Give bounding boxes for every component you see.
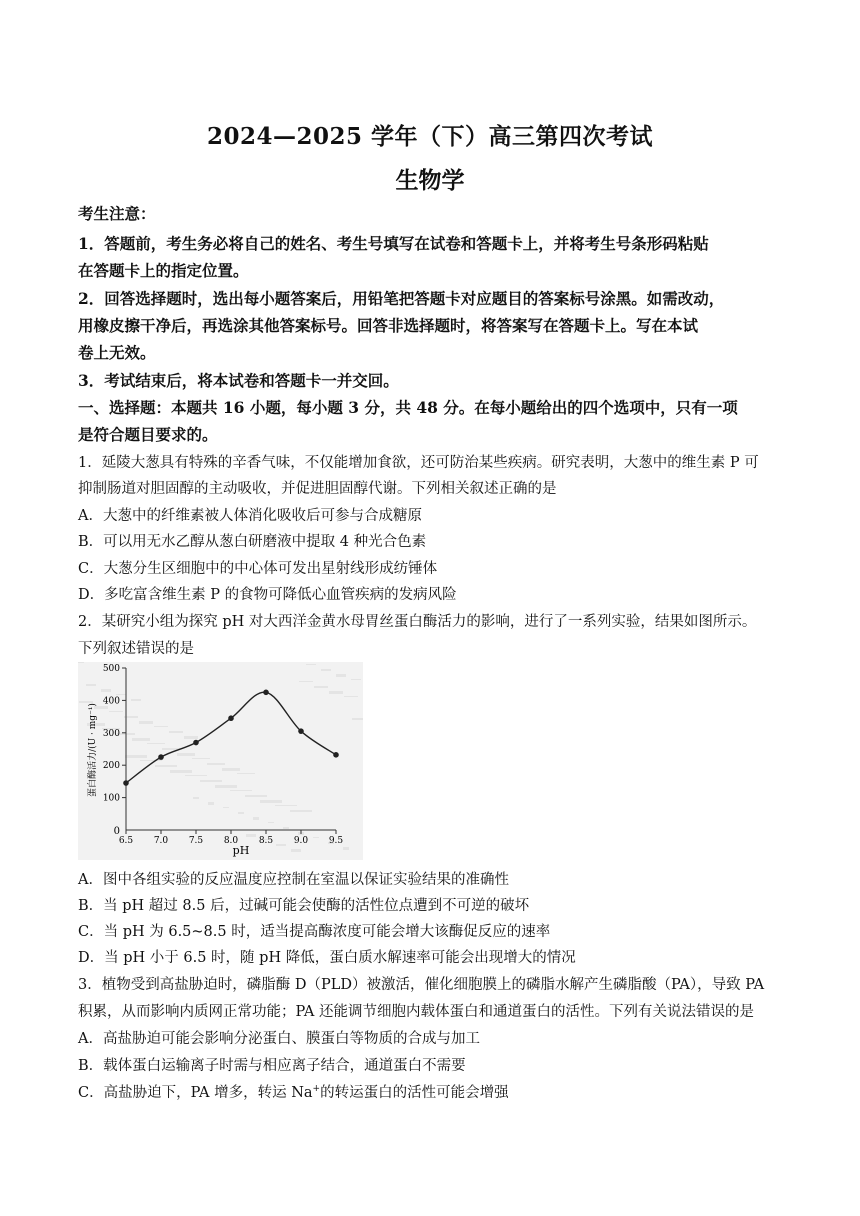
enzyme-activity-chart xyxy=(78,662,363,860)
scan-grain xyxy=(79,701,93,703)
q1-option-a: A．大葱中的纤维素被人体消化吸收后可参与合成糖原 xyxy=(78,508,422,524)
q3-option-c xyxy=(78,1081,509,1102)
scan-grain xyxy=(139,721,153,724)
q3-option-a: A．高盐胁迫可能会影响分泌蛋白、膜蛋白等物质的合成与加工 xyxy=(78,1031,480,1047)
scan-grain xyxy=(193,797,199,799)
scan-grain xyxy=(170,770,192,773)
q3-option-c-text: C．高盐胁迫下，PA 增多，转运 Na xyxy=(78,1085,313,1101)
notice-line: 2．回答选择题时，选出每小题答案后，用铅笔把答题卡对应题目的答案标号涂黑。如需改动， xyxy=(78,289,725,308)
q3-option-c-text-end: 的转运蛋白的活性可能会增强 xyxy=(320,1085,509,1101)
question-3-stem: 3．植物受到高盐胁迫时，磷脂酶 D（PLD）被激活，催化细胞膜上的磷脂水解产生磷脂酸（PA），导致 PA xyxy=(78,977,765,993)
scan-grain xyxy=(352,718,363,720)
x-tick-label: 9.0 xyxy=(293,836,309,846)
scan-grain xyxy=(154,726,168,727)
scan-grain xyxy=(321,669,331,671)
data-point xyxy=(228,715,234,721)
scan-grain xyxy=(215,785,237,788)
x-tick-label: 8.0 xyxy=(223,836,239,846)
question-2-stem: 2．某研究小组为探究 pH 对大西洋金黄水母胃丝蛋白酶活力的影响，进行了一系列实验，结果如图所示。 xyxy=(78,614,757,630)
question-2-stem: 下列叙述错误的是 xyxy=(78,641,194,657)
x-tick-label: 7.5 xyxy=(188,836,204,846)
scan-grain xyxy=(86,684,96,686)
scan-grain xyxy=(132,738,150,741)
sodium-charge: + xyxy=(312,1084,321,1095)
x-tick-label: 6.5 xyxy=(118,836,134,846)
notice-heading: 考生注意： xyxy=(78,204,156,223)
scan-grain xyxy=(283,827,289,829)
scan-grain xyxy=(246,834,256,837)
scan-grain xyxy=(155,765,177,767)
y-tick-label: 200 xyxy=(102,761,120,772)
scan-grain xyxy=(200,780,222,782)
scan-grain xyxy=(131,699,141,701)
question-1-stem: 抑制肠道对胆固醇的主动吸收，并促进胆固醇代谢。下列相关叙述正确的是 xyxy=(78,481,557,497)
exam-title: 2024—2025 学年（下）高三第四次考试 xyxy=(206,123,654,150)
scan-grain xyxy=(207,763,225,765)
scan-grain xyxy=(125,755,147,758)
scan-grain xyxy=(245,795,267,797)
scan-grain xyxy=(276,844,286,846)
scan-grain xyxy=(275,805,297,806)
x-tick-label: 9.5 xyxy=(328,836,344,846)
scan-grain xyxy=(291,849,301,852)
notice-line: 在答题卡上的指定位置。 xyxy=(78,261,249,280)
q2-option-b: B．当 pH 超过 8.5 后，过碱可能会使酶的活性位点遭到不可逆的破坏 xyxy=(78,898,530,914)
data-point xyxy=(193,740,199,746)
scan-grain xyxy=(238,812,244,814)
scan-grain xyxy=(177,753,195,756)
notice-line: 1．答题前，考生务必将自己的姓名、考生号填写在试卷和答题卡上，并将考生号条形码粘贴 xyxy=(78,234,709,253)
data-point xyxy=(123,780,129,786)
scan-grain xyxy=(299,681,313,682)
scan-grain xyxy=(116,694,126,695)
y-tick-label: 100 xyxy=(102,793,120,804)
scan-grain xyxy=(260,800,282,803)
scan-grain xyxy=(184,736,198,739)
y-tick-label: 300 xyxy=(102,728,120,739)
q3-option-b: B．载体蛋白运输离子时需与相应离子结合，通道蛋白不需要 xyxy=(78,1058,466,1074)
scan-grain xyxy=(147,743,165,744)
q1-option-b: B．可以用无水乙醇从葱白研磨液中提取 4 种光合色素 xyxy=(78,534,427,550)
subject-title: 生物学 xyxy=(395,167,465,194)
notice-line: 卷上无效。 xyxy=(78,343,156,362)
scan-grain xyxy=(208,802,214,805)
notice-line: 用橡皮擦干净后，再选涂其他答案标号。回答非选择题时，将答案写在答题卡上。写在本试 xyxy=(78,316,699,335)
scan-grain xyxy=(101,689,111,692)
x-tick-label: 7.0 xyxy=(153,836,169,846)
y-tick-label: 500 xyxy=(102,664,120,674)
scan-grain xyxy=(329,691,343,694)
x-tick-label: 8.5 xyxy=(258,836,274,846)
q1-option-d: D．多吃富含维生素 P 的食物可降低心血管疾病的发病风险 xyxy=(78,587,457,603)
y-tick-label: 400 xyxy=(102,696,120,707)
q1-option-c: C．大葱分生区细胞中的中心体可发出星射线形成纺锤体 xyxy=(78,561,438,577)
origin-label: 0 xyxy=(113,826,120,837)
scan-grain xyxy=(306,664,316,665)
scan-grain xyxy=(78,662,84,663)
scan-grain xyxy=(237,773,255,774)
scan-grain xyxy=(140,760,162,761)
scan-grain xyxy=(290,810,312,812)
data-point xyxy=(158,754,164,760)
scan-grain xyxy=(109,711,123,712)
scan-grain xyxy=(253,817,259,820)
scan-grain xyxy=(169,731,183,733)
scan-grain xyxy=(222,768,240,771)
section-heading: 是符合题目要求的。 xyxy=(78,425,218,444)
y-axis-label: 蛋白酶活力/(U · mg⁻¹) xyxy=(88,703,98,797)
data-point xyxy=(333,752,339,758)
scan-grain xyxy=(343,847,349,850)
q2-option-c: C．当 pH 为 6.5~8.5 时，适当提高酶浓度可能会增大该酶促反应的速率 xyxy=(78,924,551,940)
q2-option-d: D．当 pH 小于 6.5 时，随 pH 降低，蛋白质水解速率可能会出现增大的情况 xyxy=(78,950,576,966)
scan-grain xyxy=(336,674,346,677)
data-point xyxy=(263,690,269,696)
data-point xyxy=(298,728,304,734)
scan-grain xyxy=(230,790,252,791)
section-heading: 一、选择题：本题共 16 小题，每小题 3 分，共 48 分。在每小题给出的四个选项中，只有一项 xyxy=(78,398,738,417)
scan-grain xyxy=(344,696,358,697)
question-1-stem: 1．延陵大葱具有特殊的辛香气味，不仅能增加食欲，还可防治某些疾病。研究表明，大葱中的维生素 P 可 xyxy=(78,455,759,471)
scan-grain xyxy=(223,807,229,808)
scan-grain xyxy=(192,758,210,759)
q2-option-a: A．图中各组实验的反应温度应控制在室温以保证实验结果的准确性 xyxy=(78,872,509,888)
question-3-stem: 积累，从而影响内质网正常功能；PA 还能调节细胞内载体蛋白和通道蛋白的活性。下列有关说法错误的是 xyxy=(78,1004,755,1020)
scan-grain xyxy=(268,822,274,823)
scan-grain xyxy=(313,837,319,838)
x-axis-label: pH xyxy=(232,844,250,857)
scan-grain xyxy=(314,686,328,688)
scan-grain xyxy=(185,775,207,776)
scan-grain xyxy=(351,679,361,680)
notice-line: 3．考试结束后，将本试卷和答题卡一并交回。 xyxy=(78,371,399,390)
